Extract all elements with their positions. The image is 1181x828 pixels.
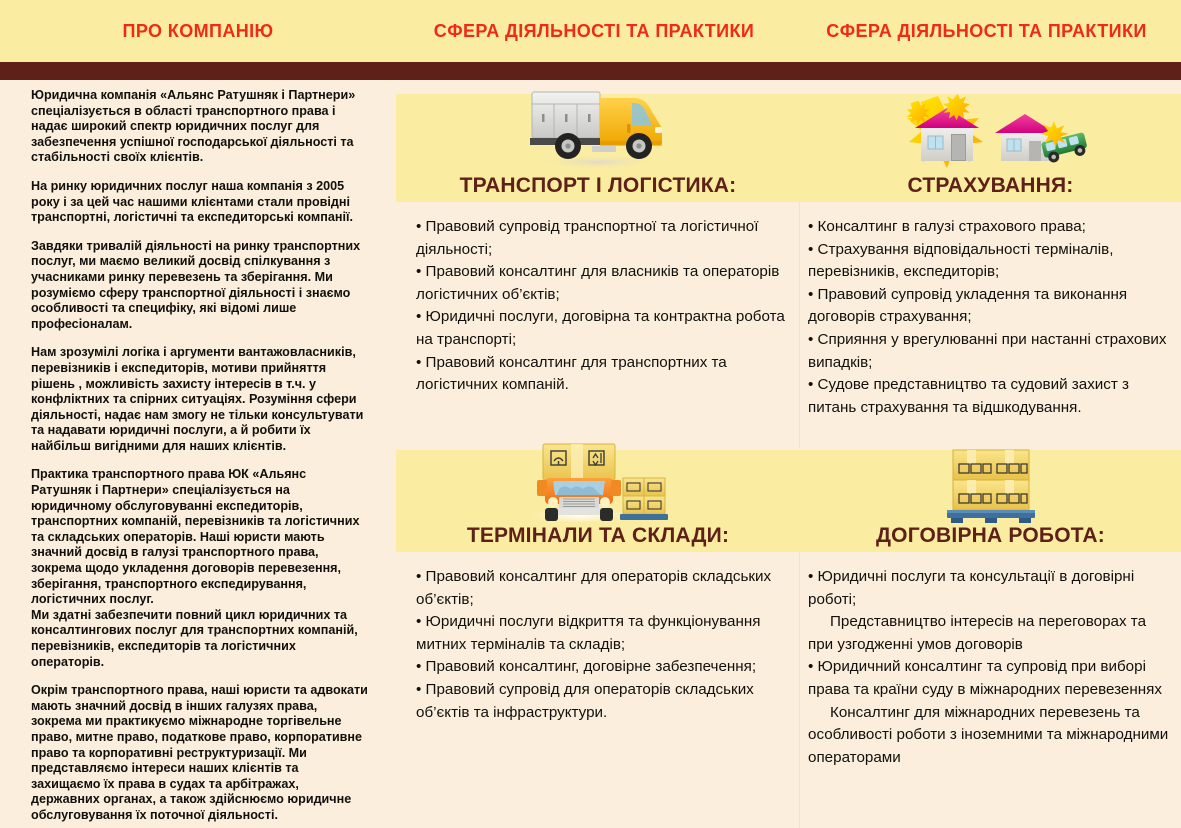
list-item: Представництво інтересів на переговорах та при узгодженні умов договорів	[808, 613, 1147, 653]
panel-transport-logistics	[396, 94, 800, 448]
panel-terminals-warehouses	[396, 450, 800, 828]
about-paragraph: Нам зрозумілі логіка і аргументи вантажовласників, перевізників і експедиторів, мотиви прийняття рішень , можливість захисту інтересів в т.ч. у конфліктних та спірних ситуаціях. Розуміння сфери діяльності, надає нам змогу не тільки консультувати та надавати юридичні послуги, а й робити їх найбільш вигідними для наших клієнтів.	[31, 345, 364, 453]
panel-body	[396, 202, 800, 397]
list-item: • Юридичні послуги, договірна та контрактна робота на транспорті;	[416, 308, 785, 348]
top-header-titles	[0, 0, 1181, 62]
list-item: • Сприяння у врегулюванні при настанні страхових випадків;	[808, 330, 1167, 371]
header-title-about: ПРО КОМПАНІЮ	[122, 20, 274, 41]
list-item: • Страхування відповідальності терміналів, перевізників, експедиторів;	[808, 240, 1114, 281]
list-item: • Правовий супровід транспортної та логістичної діяльності;	[416, 218, 759, 258]
panel-title: ТЕРМІНАЛИ ТА СКЛАДИ:	[466, 524, 730, 547]
about-company-column	[0, 80, 396, 828]
practice-areas-grid	[396, 80, 1181, 828]
about-paragraph: Ми здатні забезпечити повний цикл юридичних та консалтингових послуг для транспортних компаній, перевізників, експедиторів та логістичних операторів.	[31, 607, 358, 669]
list-item: • Судове представництво та судовий захист з питань страхування та відшкодування.	[808, 376, 1130, 416]
panel-insurance	[800, 94, 1181, 448]
list-item: • Правовий супровід укладення та виконання договорів страхування;	[808, 285, 1128, 326]
panel-title: СТРАХУВАННЯ:	[907, 174, 1074, 197]
list-item: • Юридичні послуги та консультації в договірні роботі;	[808, 568, 1135, 608]
truck-front-pallet-icon	[523, 440, 673, 524]
panel-header	[800, 450, 1181, 552]
list-item: • Юридичний консалтинг та супровід при виборі права та країни суду в міжнародних перевезеннях	[808, 658, 1162, 698]
panel-body	[396, 552, 800, 724]
panel-header	[800, 94, 1181, 202]
about-paragraph: Окрім транспортного права, наші юристи та адвокати мають значний досвід в інших галузях права, зокрема ми практикуємо міжнародне торгівельне право, митне право, податкове право, корпоративне право та корпоративні реструктуризації. Ми представляємо інтереси наших клієнтів та захищаємо їх права в судах та арбітражах, державних органах, а також здійснюємо юридичне обслуговування їх поточної діяльності.	[31, 683, 368, 822]
panel-body	[800, 552, 1181, 769]
list-item: • Правовий консалтинг, договірне забезпечення;	[416, 658, 757, 676]
panel-title: ТРАНСПОРТ І ЛОГІСТИКА:	[459, 174, 737, 197]
panel-body	[800, 202, 1181, 419]
about-paragraph: Юридична компанія «Альянс Ратушняк і Партнери» спеціалізується в області транспортного права і надає широкий спектр юридичних послуг для забезпечення успішної господарської діяльності та стабільності своїх клієнтів.	[31, 88, 356, 165]
delivery-truck-icon	[526, 80, 670, 170]
house-accident-icon	[891, 80, 1091, 170]
panel-contract-work	[800, 450, 1181, 828]
panel-header	[396, 450, 800, 552]
header-divider-bar	[0, 62, 1181, 80]
list-item: • Правовий супровід для операторів складських об’єктів та інфраструктури.	[416, 680, 754, 721]
list-item: • Правовий консалтинг для операторів складських об’єктів;	[416, 568, 772, 608]
panel-header	[396, 94, 800, 202]
list-item: • Правовий консалтинг для транспортних та логістичних компаній.	[416, 353, 727, 394]
list-item: Консалтинг для міжнародних перевезень та особливості роботи з іноземними та міжнародними операторами	[808, 703, 1169, 766]
header-title-practice-areas-2: СФЕРА ДІЯЛЬНОСТІ ТА ПРАКТИКИ	[826, 20, 1147, 41]
list-item: • Юридичні послуги відкриття та функціонування митних терміналів та складів;	[416, 613, 761, 653]
boxes-pallet-icon	[943, 440, 1039, 524]
about-paragraph: На ринку юридичних послуг наша компанія з 2005 року і за цей час нашими клієнтами стали провідні транспортні, логістичні та експедиторські компанії.	[31, 178, 354, 225]
list-item: • Правовий консалтинг для власників та операторів логістичних об’єктів;	[416, 263, 780, 303]
list-item: • Консалтинг в галузі страхового права;	[808, 218, 1086, 235]
about-paragraph: Завдяки тривалій діяльності на ринку транспортних послуг, ми маємо великий досвід спілкування з учасниками ринку перевезень та зберігання. Ми розуміємо сферу транспортної діяльності і знаємо особливості та специфіку, які відомі лише професіоналам.	[31, 238, 361, 331]
header-title-practice-areas-1: СФЕРА ДІЯЛЬНОСТІ ТА ПРАКТИКИ	[433, 20, 755, 41]
panel-title: ДОГОВІРНА РОБОТА:	[876, 524, 1105, 547]
about-paragraph: Практика транспортного права ЮК «Альянс Ратушняк і Партнери» спеціалізується на юридичному обслуговуванні експедиторів, транспортних компаній, перевізників та логістичних та складських операторів. Наші юристи мають значний досвід в галузі транспортного права, зокрема щодо укладення договорів перевезення, зберігання, транспортного експедирування, логістичних послуг.	[31, 467, 360, 607]
